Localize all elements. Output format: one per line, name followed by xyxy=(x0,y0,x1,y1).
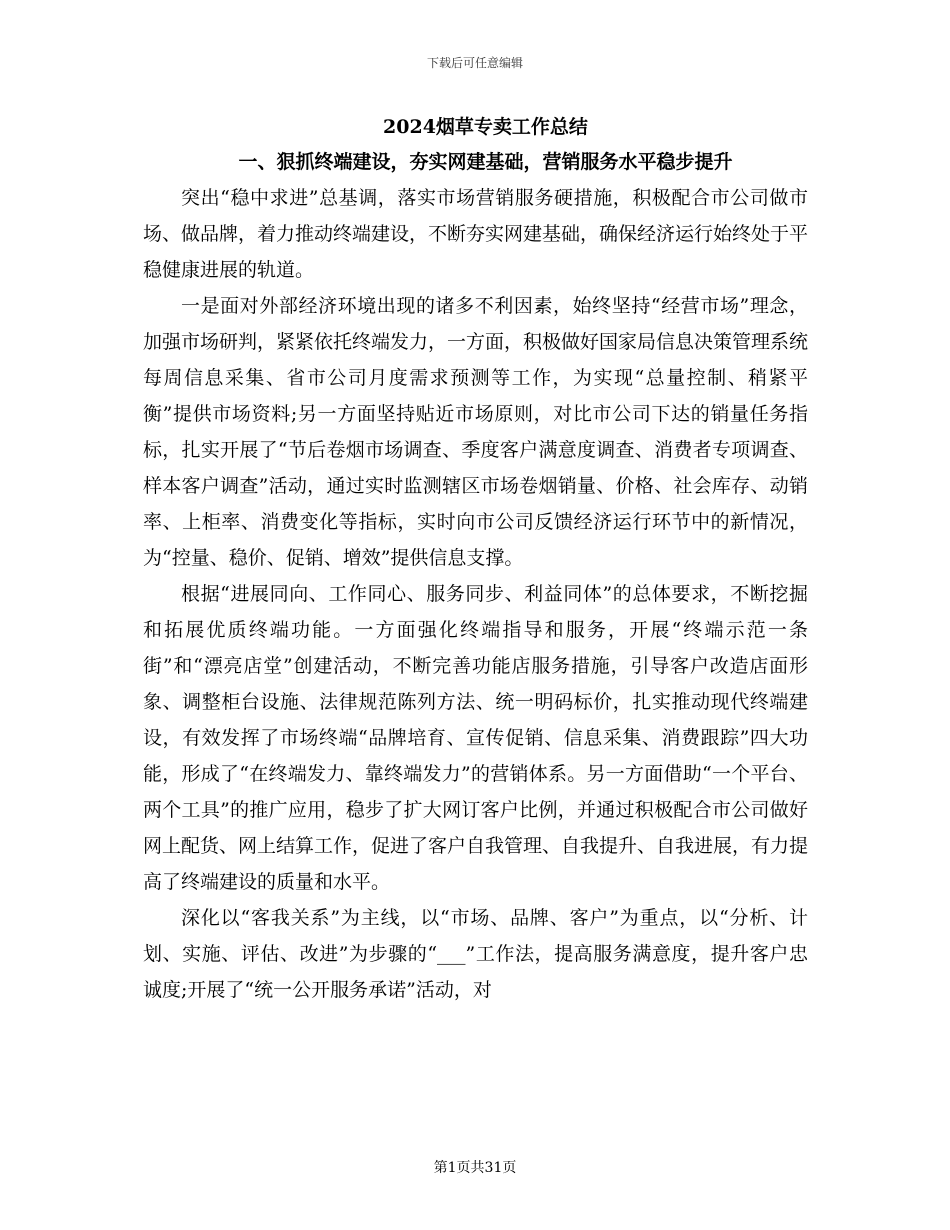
header-note: 下载后可任意编辑 xyxy=(426,56,523,70)
paragraph-4: 深化以“客我关系”为主线，以“市场、品牌、客户”为重点，以“分析、计划、实施、评估、改进”为步骤的“___”工作法，提高服务满意度，提升客户忠诚度;开展了“统一公开服务承诺”活动，对 xyxy=(143,907,808,1001)
page-number: 第1页共31页 xyxy=(433,1160,517,1176)
document-title: 2024烟草专卖工作总结 xyxy=(383,116,588,138)
paragraph-2: 一是面对外部经济环境出现的诸多不利因素，始终坚持“经营市场”理念，加强市场研判，紧紧依托终端发力，一方面，积极做好国家局信息决策管理系统每周信息采集、省市公司月度需求预测等工作，为实现“总量控制、稍紧平衡”提供市场资料;另一方面坚持贴近市场原则，对比市公司下达的销量任务指标，扎实开展了“节后卷烟市场调查、季度客户满意度调查、消费者专项调查、样本客户调查”活动，通过实时监测辖区市场卷烟销量、价格、社会库存、动销率、上柜率、消费变化等指标，实时向市公司反馈经济运行环节中的新情况，为“控量、稳价、促销、增效”提供信息支撑。 xyxy=(143,295,809,569)
paragraph-3: 根据“进展同向、工作同心、服务同步、利益同体”的总体要求，不断挖掘和拓展优质终端功能。一方面强化终端指导和服务，开展“终端示范一条街”和“漂亮店堂”创建活动，不断完善功能店服务措施，引导客户改造店面形象、调整柜台设施、法律规范陈列方法、统一明码标价，扎实推动现代终端建设，有效发挥了市场终端“品牌培育、宣传促销、信息采集、消费跟踪”四大功能，形成了“在终端发力、靠终端发力”的营销体系。另一方面借助“一个平台、两个工具”的推广应用，稳步了扩大网订客户比例，并通过积极配合市公司做好网上配货、网上结算工作，促进了客户自我管理、自我提升、自我进展，有力提高了终端建设的质量和水平。 xyxy=(143,583,809,893)
paragraph-1: 突出“稳中求进”总基调，落实市场营销服务硬措施，积极配合市公司做市场、做品牌，着力推动终端建设，不断夯实网建基础，确保经济运行始终处于平稳健康进展的轨道。 xyxy=(143,187,809,281)
document-body xyxy=(143,110,808,1008)
section-heading-1: 一、狠抓终端建设，夯实网建基础，营销服务水平稳步提升 xyxy=(238,151,733,173)
